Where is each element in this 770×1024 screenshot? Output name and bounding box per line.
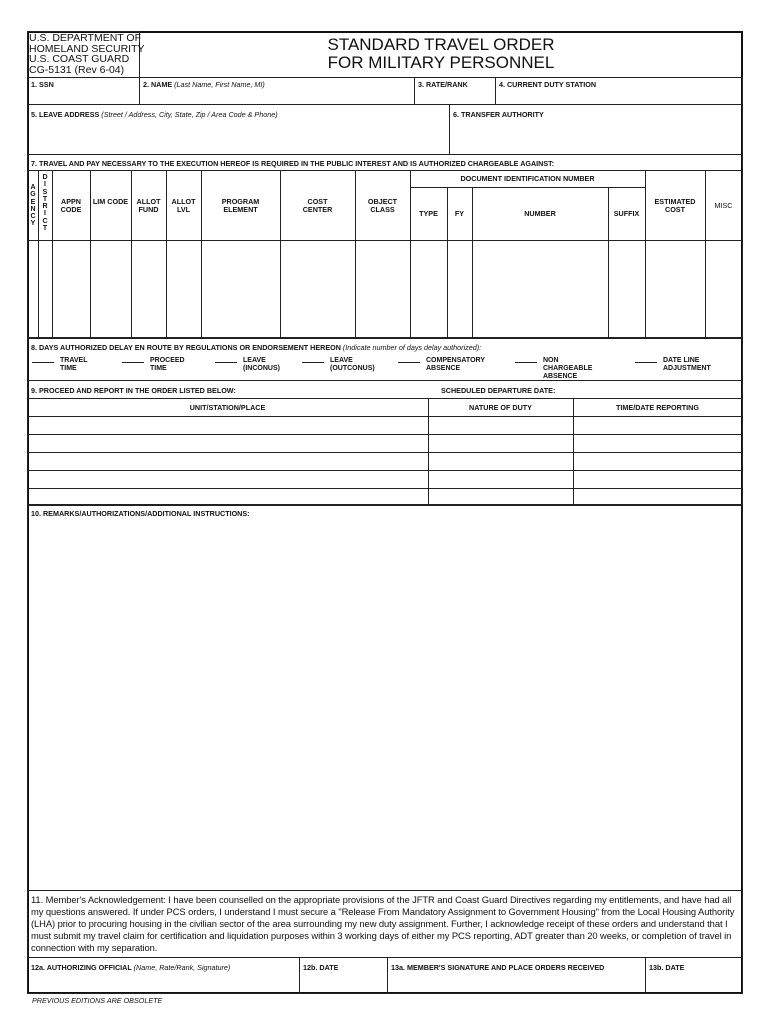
official-label-text: 12a. AUTHORIZING OFFICIAL [31, 963, 132, 972]
district-header: D I S T R I C T [42, 174, 48, 233]
agency-line: U.S. COAST GUARD [29, 53, 130, 66]
report-row-cell[interactable] [428, 416, 574, 435]
table-data-cell[interactable] [90, 240, 132, 339]
nature-of-duty-header: NATURE OF DUTY [469, 403, 532, 412]
transfer-authority-field[interactable] [449, 104, 743, 155]
delay-item-label: LEAVE (OUTCONUS) [330, 357, 375, 372]
program-element-header: PROGRAM ELEMENT [221, 197, 260, 214]
section-8-title-text: 8. DAYS AUTHORIZED DELAY EN ROUTE BY REGULATIONS OR ENDORSEMENT HEREON [31, 343, 341, 352]
title-line: STANDARD TRAVEL ORDER [327, 35, 555, 54]
date-12b-label: 12b. DATE [303, 963, 339, 972]
report-row-cell[interactable] [573, 434, 743, 453]
number-header: NUMBER [524, 209, 556, 218]
section-8-hint: (Indicate number of days delay authorized): [342, 343, 482, 352]
report-row-cell[interactable] [27, 434, 429, 453]
delay-item-label: NON CHARGEABLE ABSENCE [543, 357, 593, 380]
appn-code-header: APPN CODE [60, 197, 82, 214]
delay-item[interactable] [635, 357, 729, 373]
report-row-cell[interactable] [27, 470, 429, 489]
report-row-cell[interactable] [573, 488, 743, 506]
object-class-header: OBJECT CLASS [367, 197, 398, 214]
table-data-cell[interactable] [280, 240, 356, 339]
suffix-header: SUFFIX [613, 209, 640, 218]
cost-center-header: COST CENTER [302, 197, 333, 214]
table-data-cell[interactable] [608, 240, 646, 339]
agency-header: A G E N C Y [30, 184, 36, 228]
leave-label-text: 5. LEAVE ADDRESS [31, 110, 100, 119]
name-hint: (Last Name, First Name, MI) [174, 80, 265, 89]
table-data-cell[interactable] [705, 240, 743, 339]
days-blank[interactable] [398, 362, 420, 363]
days-blank[interactable] [32, 362, 54, 363]
table-data-cell[interactable] [645, 240, 706, 339]
unit-station-header: UNIT/STATION/PLACE [189, 403, 266, 412]
delay-item[interactable] [398, 357, 488, 373]
section-9-title: 9. PROCEED AND REPORT IN THE ORDER LISTED BELOW: [31, 386, 236, 395]
days-blank[interactable] [215, 362, 237, 363]
name-field[interactable] [139, 77, 415, 105]
duty-station-field[interactable] [495, 77, 743, 105]
type-header: TYPE [419, 209, 438, 218]
remarks-field[interactable] [27, 504, 743, 891]
rate-field[interactable] [414, 77, 496, 105]
agency-block [29, 33, 145, 75]
days-blank[interactable] [122, 362, 144, 363]
allot-lvl-header: ALLOT LVL [171, 197, 196, 214]
ssn-field[interactable] [27, 77, 140, 105]
allot-fund-header: ALLOT FUND [136, 197, 161, 214]
agency-line: U.S. DEPARTMENT OF [29, 32, 142, 44]
delay-item-label: COMPENSATORY ABSENCE [426, 357, 485, 372]
table-data-cell[interactable] [52, 240, 91, 339]
delay-item[interactable] [215, 357, 293, 373]
fy-header: FY [454, 209, 465, 218]
table-data-cell[interactable] [410, 240, 448, 339]
table-data-cell[interactable] [131, 240, 167, 339]
official-hint: (Name, Rate/Rank, Signature) [133, 963, 231, 972]
report-row-cell[interactable] [27, 416, 429, 435]
misc-header: MISC [714, 201, 733, 210]
member-signature-field[interactable] [387, 957, 646, 994]
delay-item[interactable] [302, 357, 386, 373]
official-label [31, 963, 230, 972]
report-row-cell[interactable] [573, 452, 743, 471]
name-label-text: 2. NAME [143, 80, 173, 89]
delay-item-label: DATE LINE ADJUSTMENT [663, 357, 711, 372]
table-data-cell[interactable] [447, 240, 473, 339]
table-data-cell[interactable] [355, 240, 411, 339]
authorizing-official-field[interactable] [27, 957, 300, 994]
transfer-label: 6. TRANSFER AUTHORITY [453, 110, 544, 119]
leave-label [31, 110, 278, 119]
report-row-cell[interactable] [428, 452, 574, 471]
date-13b-field[interactable] [645, 957, 743, 994]
report-row-cell[interactable] [428, 434, 574, 453]
estimated-cost-header: ESTIMATED COST [654, 197, 696, 214]
duty-station-label: 4. CURRENT DUTY STATION [499, 80, 597, 89]
delay-item-label: PROCEED TIME [150, 357, 185, 372]
date-12b-field[interactable] [299, 957, 388, 994]
form-number: CG-5131 (Rev 6-04) [29, 63, 125, 76]
title-line: FOR MILITARY PERSONNEL [327, 53, 555, 72]
report-row-cell[interactable] [573, 416, 743, 435]
delay-item-label: LEAVE (INCONUS) [243, 357, 280, 372]
report-row-cell[interactable] [428, 470, 574, 489]
table-data-cell[interactable] [38, 240, 53, 339]
leave-hint: (Street / Address, City, State, Zip / Area Code & Phone) [101, 110, 278, 119]
remarks-label: 10. REMARKS/AUTHORIZATIONS/ADDITIONAL INSTRUCTIONS: [31, 509, 250, 518]
section-9-header [27, 380, 743, 399]
section-7-title: 7. TRAVEL AND PAY NECESSARY TO THE EXECUTION HEREOF IS REQUIRED IN THE PUBLIC INTEREST AND IS AUTHORIZED CHARGEABLE AGAINST: [31, 159, 555, 168]
report-row-cell[interactable] [573, 470, 743, 489]
delay-item-label: TRAVEL TIME [60, 357, 88, 372]
delay-item[interactable] [515, 357, 609, 381]
days-blank[interactable] [635, 362, 657, 363]
footer-note: PREVIOUS EDITIONS ARE OBSOLETE [32, 996, 163, 1005]
form-title [140, 36, 742, 72]
section-7-header [27, 154, 743, 171]
departure-date-label[interactable]: SCHEDULED DEPARTURE DATE: [441, 386, 556, 395]
leave-address-field[interactable] [27, 104, 450, 155]
date-13b-label: 13b. DATE [649, 963, 685, 972]
acknowledgement-text: 11. Member's Acknowledgement: I have been counselled on the appropriate provisions of the JFTR and Coast Guard Directives regarding my entitlements, and have had all my questions answered. If under PCS orders, I understand I must secure a "Release From Mandatory Assignment to Government Housing" from the Local Housing Authority (LHA) prior to procuring housing in the civilian sector of the area surrounding my new duty assignment. Further, I acknowledge receipt of these orders and understand that I must submit my travel claim for certification and liquidation purposes within 3 working days of either my PCS reporting, ADT greater than 20 weeks, or completion of travel in connection with my separation. [31, 894, 735, 953]
ssn-label: 1. SSN [31, 80, 54, 89]
agency-line: HOMELAND SECURITY [29, 42, 145, 55]
table-data-cell[interactable] [472, 240, 609, 339]
time-date-header: TIME/DATE REPORTING [616, 403, 699, 412]
name-label [143, 80, 265, 89]
report-row-cell[interactable] [27, 452, 429, 471]
table-data-cell[interactable] [201, 240, 281, 339]
delay-item[interactable] [32, 357, 100, 373]
days-blank[interactable] [515, 362, 537, 363]
delay-item[interactable] [122, 357, 194, 373]
doc-id-header: DOCUMENT IDENTIFICATION NUMBER [460, 174, 595, 183]
days-blank[interactable] [302, 362, 324, 363]
report-row-cell[interactable] [428, 488, 574, 506]
table-data-cell[interactable] [166, 240, 202, 339]
member-signature-label: 13a. MEMBER'S SIGNATURE AND PLACE ORDERS RECEIVED [391, 963, 605, 972]
lim-code-header: LIM CODE [92, 197, 129, 206]
rate-label: 3. RATE/RANK [418, 80, 468, 89]
report-row-cell[interactable] [27, 488, 429, 506]
section-8-title [31, 343, 481, 352]
